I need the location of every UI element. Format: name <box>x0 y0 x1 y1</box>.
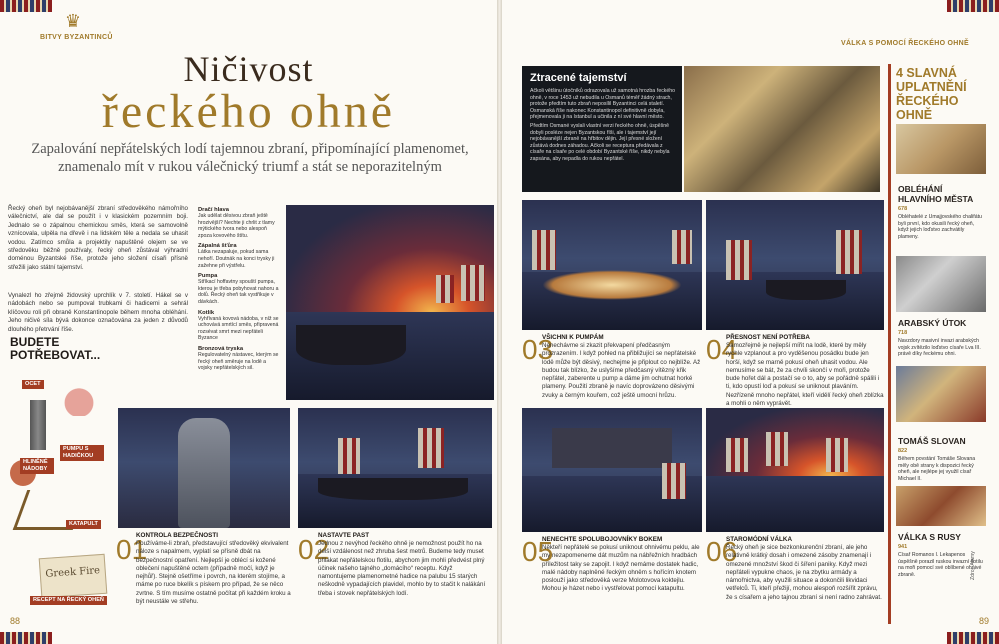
step-heading: NENECHTE SPOLUBOJOVNÍKY BOKEM <box>542 536 663 543</box>
trap-ships-illustration <box>298 408 492 528</box>
title-line-2: řeckého ohně <box>101 85 396 138</box>
sidebar-image-4 <box>896 486 986 526</box>
callout-label: Bronzová tryska <box>198 345 244 352</box>
use-title: VÁLKA S RUSY <box>898 532 961 542</box>
page-number: 88 <box>10 616 21 626</box>
need-tag: HLINĚNÉ NÁDOBY <box>20 458 54 474</box>
sidebar-image-1 <box>896 124 986 174</box>
use-year: 678 <box>898 206 908 212</box>
step-number: 05 <box>522 536 554 567</box>
greek-fire-ship-illustration <box>286 205 494 400</box>
callout-label: Kotlík <box>198 309 215 316</box>
use-title: OBLÉHÁNÍ HLAVNÍHO MĚSTA <box>898 184 974 204</box>
sidebar-title: 4 SLAVNÁ UPLATNĚNÍ ŘECKÉHO OHNĚ <box>896 66 967 122</box>
sidebar-rule <box>888 64 891 624</box>
step-text: Používáme-li zbraň, představující středověký ekvivalent náloze s napalmem, vyplatí se přísně dbát na bezpečnostní opatření. Nejlepší je oblécí si kožené oblečení napuštěné octem (případně močí, když je nejhůř). Stejně ošetříme i povrch, na kterém stojíme, a máme po ruce bkelík s pískem pro případ, že se něco zvrtne. S tím musíme ostatně počítat při každém kroku a být neustále ve střehu. <box>136 540 291 606</box>
section-label: VÁLKA S POMOCÍ ŘECKÉHO OHNĚ <box>840 40 969 47</box>
callout-label: Dračí hlava <box>198 207 229 213</box>
title-line-1: Ničivost <box>183 49 314 89</box>
allies-illustration <box>522 408 702 532</box>
need-tag: KATAPULT <box>66 520 101 529</box>
use-text: Během povstání Tomáše Slovana měly obě strany k dispozici řecký oheň, ale nejlépe jej využil císař Michael II. <box>898 456 976 482</box>
secret-title: Ztracené tajemství <box>530 72 627 84</box>
use-year: 718 <box>898 330 908 336</box>
step-heading: VŠICHNI K PUMPÁM <box>542 334 604 341</box>
use-year: 941 <box>898 544 908 550</box>
step-text: Samozřejmě je nejlepší mířit na lodě, které by měly rychle vzplanout a pro vyděšenou posádku bude jen horší, když se marně pokusí oheň uhasit vodou. Ale nemusíme se bát, že za chvíli skončí v moři, protože bude hořet dál a postačí se o to, aby se pořádně spálili i ti, kdo opustí loď a pokusí se uniknout plaváním. Nezřízeně mnoho nepřátel, kteří vidělí řecký oheň zblízka a mohli o něm vyprávět. <box>726 342 884 408</box>
ornament-corner <box>0 0 52 12</box>
step-heading: STAROMÓDNÍ VÁLKA <box>726 536 792 543</box>
use-text: Obléhatelé z Umajjovského chalifátu byli první, kdo okusili řecký oheň, když jejich loďstvo zachvátily plameny. <box>898 214 982 240</box>
callout-text: Stříkací hoffavtny spouští pumpa, kterou je třeba pobyhovat nahoru a dolů. Řecký oheň tak vystřikuje v dávkách. <box>198 279 279 305</box>
use-text: Navzdory masivní invazi arabských vojsk zvítězilo loďstvo císaře Lva III. právě díky řeckému ohni. <box>898 338 981 358</box>
siege-painting <box>684 66 880 192</box>
old-warfare-illustration <box>706 408 884 532</box>
use-title: ARABSKÝ ÚTOK <box>898 318 967 328</box>
recipe-card-title: Greek Fire <box>45 565 101 580</box>
step-text: Jednou z nevýhod řeckého ohně je nemožnost použít ho na delší vzdálenost než zhruba šest metrů. Budeme tedy muset přilákat nepřátelskou flotilu, abychom jim mohli předvést plný účinek našeho tajného „domácího“ receptu. Když namontujeme plamenometné hadice na palubu 15 starých neškodně vypadajících plavidel, mohlo by to stačit k nalákání třeba i stovek nepřátelských lodí. <box>318 540 486 597</box>
step-heading: NASTAVTE PAST <box>318 532 370 539</box>
need-heading: BUDETE POTŘEBOVAT... <box>10 335 101 362</box>
step-number: 06 <box>706 536 738 567</box>
photo-credit: Zdroj: Alamy <box>970 551 976 580</box>
use-text: Císař Romanos I. Lekapenos úspěšně porazil ruskou invazní flotilu na moři pomocí své oblíbené ohnivé zbraně. <box>898 552 983 578</box>
ornament-corner <box>0 632 52 644</box>
use-title: TOMÁŠ SLOVAN <box>898 436 966 446</box>
step-heading: PŘESNOST NENÍ POTŘEBA <box>726 334 810 341</box>
callout-text: Regulovatelný nástavec, kterým se řecký oheň směruje na lodě a vojsky nepřátelských sil. <box>198 351 279 372</box>
intro-paragraph-1: Řecký oheň byl nejobávanější zbraní středověkého námořního válečnictví, ale dal se použít i v klasickém pozemním boji. Jednalo se o zápalnou chemickou směs, která se samovolně vznícovala, ulpěla na dřevě i na lidském těle a nedala se uhasit vodou. Zatímco smůla a projektily napuštěné olejem se ve středověku běžně používaly, řecký oheň zůstával výhradní doménou Byzantské říše, protože jeho složení císaři přísně střežili jako státní tajemství. <box>8 205 188 271</box>
pump-illustration <box>30 400 46 450</box>
pumps-illustration <box>522 200 702 330</box>
double-eagle-icon: ♛ <box>64 11 82 32</box>
use-year: 822 <box>898 448 908 454</box>
page-number: 89 <box>978 616 989 626</box>
step-number: 02 <box>298 534 330 565</box>
callout-text: Vyhřívaná kovová nádoba, v níž se uchovává smrtící směs, připravená rozsévat smrt mezi nepřáteli Byzance <box>198 315 279 342</box>
step-heading: KONTROLA BEZPEČNOSTI <box>136 532 218 539</box>
callout-list <box>198 205 280 372</box>
vinegar-flask-illustration <box>62 372 96 416</box>
step-number: 01 <box>116 534 148 565</box>
secret-box <box>522 66 682 192</box>
step-text: Řecký oheň je sice bezkonkurenční zbraní, ale jeho relativně krátký dosah i omezené zásoby znamenají i omezené množství škod či šíření paniky. Když mezi nepřáteli vypukne chaos, je na zbytku armády a námořnictva, aby využili situace a dokončili likvidaci vetřelců. Ti, kteří přežijí, mohou alespoň rozšířit zprávu, že s císařem a jeho tajnou zbraní si není radno zahrávat. <box>726 544 882 601</box>
sidebar-image-3 <box>896 366 986 422</box>
intro-paragraph-2: Vynalezl ho zřejmě židovský uprchlík v 7. století. Hákel se v nádobách nebo se pumpoval trubkami či hadicemi a sehrál klíčovou roli při obraně Konstantinopole během mnoha obléhání. Jeho ničivé síla bývá dokonce označována za jeden z důvodů dlouhého přetrvání říše. <box>8 292 188 333</box>
recipe-card <box>39 554 108 599</box>
subtitle: Zapalování nepřátelských lodí tajemnou zbraní, připomínající plamenomet, znamenalo mít v rukou válečnický triumf a stát se neporazitelným <box>31 141 469 175</box>
secret-paragraph-2: Předtím Osmané vyslali vlastní verzi řeckého ohně, úspěšně dobyli posléze nejen Byzantskou říši, ale i tajemství její nejobávanější zbraně na hřbitov dějin. Její přesné složení zůstává dodnes záhadou. Ačkoli se receptura předávala z císaře na císaře po celé období Byzantské říše, nikdy nebyla zapsána, aby nepadla do rukou nepřátel. <box>530 122 670 162</box>
armored-soldier-illustration <box>118 408 290 528</box>
sidebar-image-2 <box>896 256 986 312</box>
step-text: Nenechávme si zkazit překvapení předčasným prozrazením. I když pohled na přibližující se nepřátelské lodě může být děsivý, nechejme je připlout co nejblíže. Až budou tak blízko, že uslyšíme předčasný vítězný křik nepřátel, zaberente u pump a dáme jim ochutnat horké plameny. Použití zbraně je navíc doprovázeno děsivými zvuky a černým kouřem, což ještě umocní hrůzu. <box>542 342 701 399</box>
callout-text: Jak udělat děsivou zbraň ještě hrozivější? Nechte ji chrlit z tlamy mýtického tvora nebo alespoň zpoza kovového štítu. <box>198 213 275 239</box>
callout-text: Látka nezapaluje, pokud sama nehoří. Doutnák na konci trysky ji zažehne při výstřelu. <box>198 249 275 269</box>
left-page <box>0 0 497 644</box>
secret-paragraph-1: Ačkoli většinu útočníků odrazovala už samotná hrozba řeckého ohně, v roce 1453 už nebudila u Osmanů téměř žádný strach, protože předtím tuto zbraň neposílil Byzantinci celá staletí. Osmanská říše nakonec Konstantinopol definitivně dobyla, přejmenovala ji na Istanbul a učinila z ní své hlavní město. <box>530 88 676 121</box>
need-tag: RECEPT NA ŘECKÝ OHEŇ <box>30 596 107 605</box>
accuracy-illustration <box>706 200 884 330</box>
need-tag: PUMPU S HADIČKOU <box>60 445 104 461</box>
step-text: Někteří nepřátelé se pokusí uniknout ohnivému peklu, ale my nezapomeneme dát muzům na nábřežních hradbách příležitost taky se zapojit. I když nemáme dostatek hadic, malé nádoby naplněné řeckým ohněm s hořícím knotem poslouží jako středověká verze Molotovova koktejlu. Mohou je házet nebo i vystřelovat pomocí katapultu. <box>542 544 700 593</box>
step-number: 03 <box>522 334 554 365</box>
section-label: BITVY BYZANTINCŮ <box>40 34 113 41</box>
callout-label: Pumpa <box>198 273 218 280</box>
need-tag: OCET <box>22 380 44 389</box>
callout-label: Zápalná šťůra <box>198 243 237 250</box>
ornament-corner <box>947 0 999 12</box>
right-page <box>502 0 999 644</box>
step-number: 04 <box>706 334 738 365</box>
ornament-corner <box>947 632 999 644</box>
